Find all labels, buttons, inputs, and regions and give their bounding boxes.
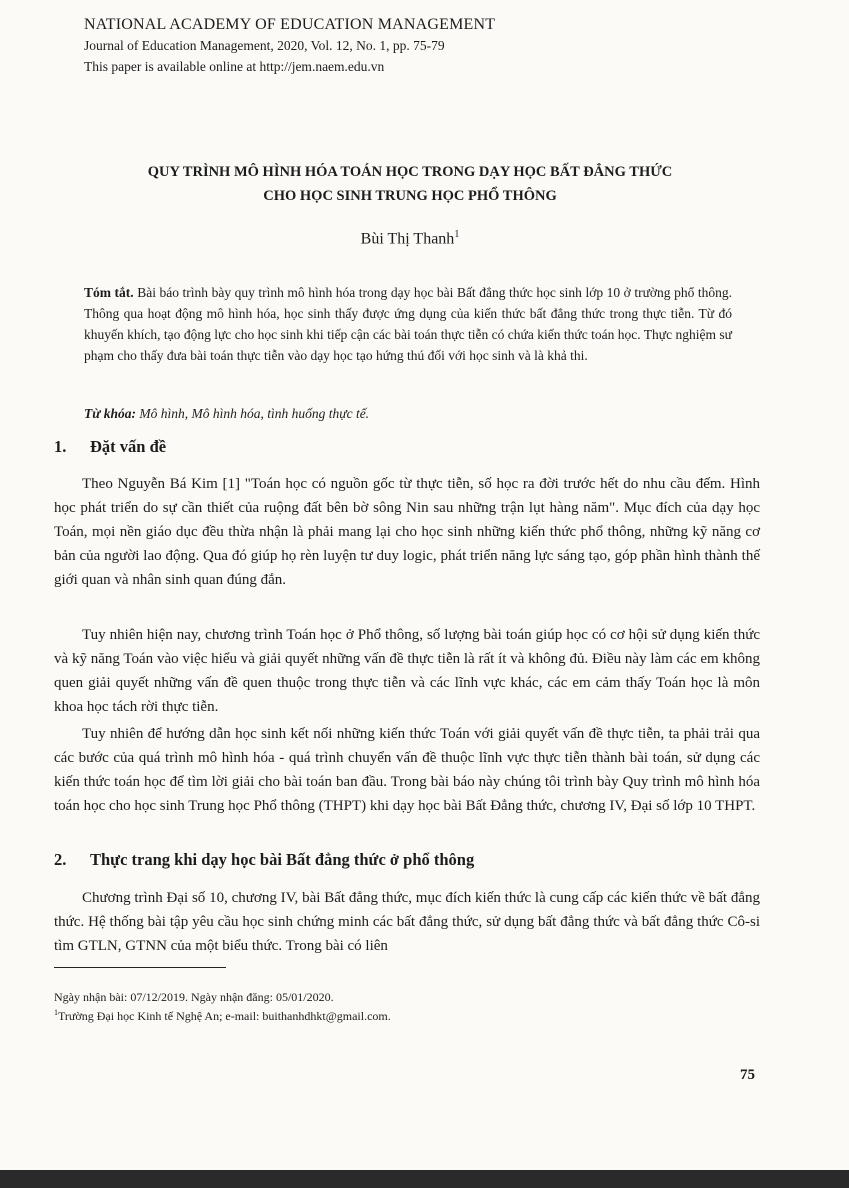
section-1-heading xyxy=(54,437,774,457)
author-name: Bùi Thị Thanh xyxy=(360,230,455,248)
section-2-title: Thực trang khi dạy học bài Bất đẳng thức ở phổ thông xyxy=(90,850,475,869)
keywords xyxy=(84,406,732,422)
keywords-label: Từ khóa: xyxy=(84,406,136,421)
author xyxy=(60,229,760,248)
footnote-divider xyxy=(54,967,226,968)
section-1-title: Đặt vấn đề xyxy=(90,437,167,456)
keywords-text: Mô hình, Mô hình hóa, tình huống thực tế. xyxy=(135,406,370,421)
abstract xyxy=(84,282,732,366)
section-1-paragraph-2: Tuy nhiên hiện nay, chương trình Toán học ở Phổ thông, số lượng bài toán giúp học có cơ hội sử dụng kiến thức và kỹ năng Toán vào việc hiểu và giải quyết những vấn đề thực tiễn là rất ít và không đủ. Điều này làm các em không quen giải quyết những vấn đề quen thuộc trong thực tiễn và các lĩnh vực khác, các em cảm thấy Toán học là môn khoa học tách rời thực tiễn. xyxy=(54,627,760,715)
journal-header xyxy=(84,14,495,77)
abstract-text: Bài báo trình bày quy trình mô hình hóa trong dạy học bài Bất đẳng thức học sinh lớp 10 ở trường phổ thông. Thông qua hoạt động mô hình hóa, học sinh thấy được ứng dụng của kiến thức bất đẳng thức trong thực tiễn. Từ đó khuyến khích, tạo động lực cho học sinh khi tiếp cận các bài toán thực tiễn có chứa kiến thức toán học. Thực nghiệm sư phạm cho thấy đưa bài toán thực tiễn vào dạy học tạo hứng thú đối với học sinh và là khả thi. xyxy=(84,285,733,363)
section-2-number: 2. xyxy=(54,850,67,869)
footnote-affiliation-text: Trường Đại học Kinh tế Nghệ An; e-mail: buithanhdhkt@gmail.com. xyxy=(58,1009,391,1023)
section-1-paragraph-1: Theo Nguyễn Bá Kim [1] "Toán học có nguồn gốc từ thực tiễn, số học ra đời trước hết do nhu cầu đếm. Hình học phát triển do sự cần thiết của ruộng đất bên bờ sông Nin sau những trận lụt hàng năm". Mục đích của dạy học Toán, mọi nền giáo dục đều thừa nhận là phải mang lại cho học sinh những kiến thức phổ thông, những kỹ năng cơ bản của người lao động. Qua đó giúp họ rèn luyện tư duy logic, phát triển năng lực sáng tạo, góp phần hình thành thế giới quan và nhân sinh quan đúng đắn. xyxy=(54,476,760,588)
title-line-2: CHO HỌC SINH TRUNG HỌC PHỔ THÔNG xyxy=(263,188,557,204)
section-2-heading xyxy=(54,850,774,870)
journal-citation: Journal of Education Management, 2020, Vol. 12, No. 1, pp. 75-79 xyxy=(84,38,445,53)
paper-title xyxy=(60,160,760,208)
footnote-dates: Ngày nhận bài: 07/12/2019. Ngày nhận đăng: 05/01/2020. xyxy=(54,990,334,1004)
scan-edge-shadow xyxy=(0,1170,849,1188)
section-1-number: 1. xyxy=(54,437,67,456)
page-number: 75 xyxy=(740,1067,755,1083)
institution-name: NATIONAL ACADEMY OF EDUCATION MANAGEMENT xyxy=(84,16,496,33)
availability-note: This paper is available online at http://jem.naem.edu.vn xyxy=(84,59,385,74)
footnote-affiliation xyxy=(54,1008,391,1024)
section-2-paragraph-1: Chương trình Đại số 10, chương IV, bài Bất đẳng thức, mục đích kiến thức là cung cấp các kiến thức về bất đẳng thức. Hệ thống bài tập yêu cầu học sinh chứng minh các bất đẳng thức, sử dụng bất đẳng thức và bất đẳng thức Cô-si tìm GTLN, GTNN của một biểu thức. Trong bài có liên xyxy=(54,890,760,954)
title-line-1: QUY TRÌNH MÔ HÌNH HÓA TOÁN HỌC TRONG DẠY HỌC BẤT ĐẲNG THỨC xyxy=(147,164,673,180)
section-1-paragraph-3: Tuy nhiên để hướng dẫn học sinh kết nối những kiến thức Toán với giải quyết vấn đề thực tiễn, ta phải trải qua các bước của quá trình mô hình hóa - quá trình chuyển vấn đề thuộc lĩnh vực thực tiễn thành bài toán, sử dụng các kiến thức toán học để tìm lời giải cho bài toán ban đầu. Trong bài báo này chúng tôi trình bày Quy trình mô hình hóa toán học cho học sinh Trung học Phổ thông (THPT) khi dạy học bài Bất Đẳng thức, chương IV, Đại số lớp 10 THPT. xyxy=(54,726,760,814)
abstract-label: Tóm tắt. xyxy=(84,285,134,300)
footnote-affiliation-mark: 1 xyxy=(54,1008,58,1017)
author-affiliation-mark: 1 xyxy=(454,229,460,240)
